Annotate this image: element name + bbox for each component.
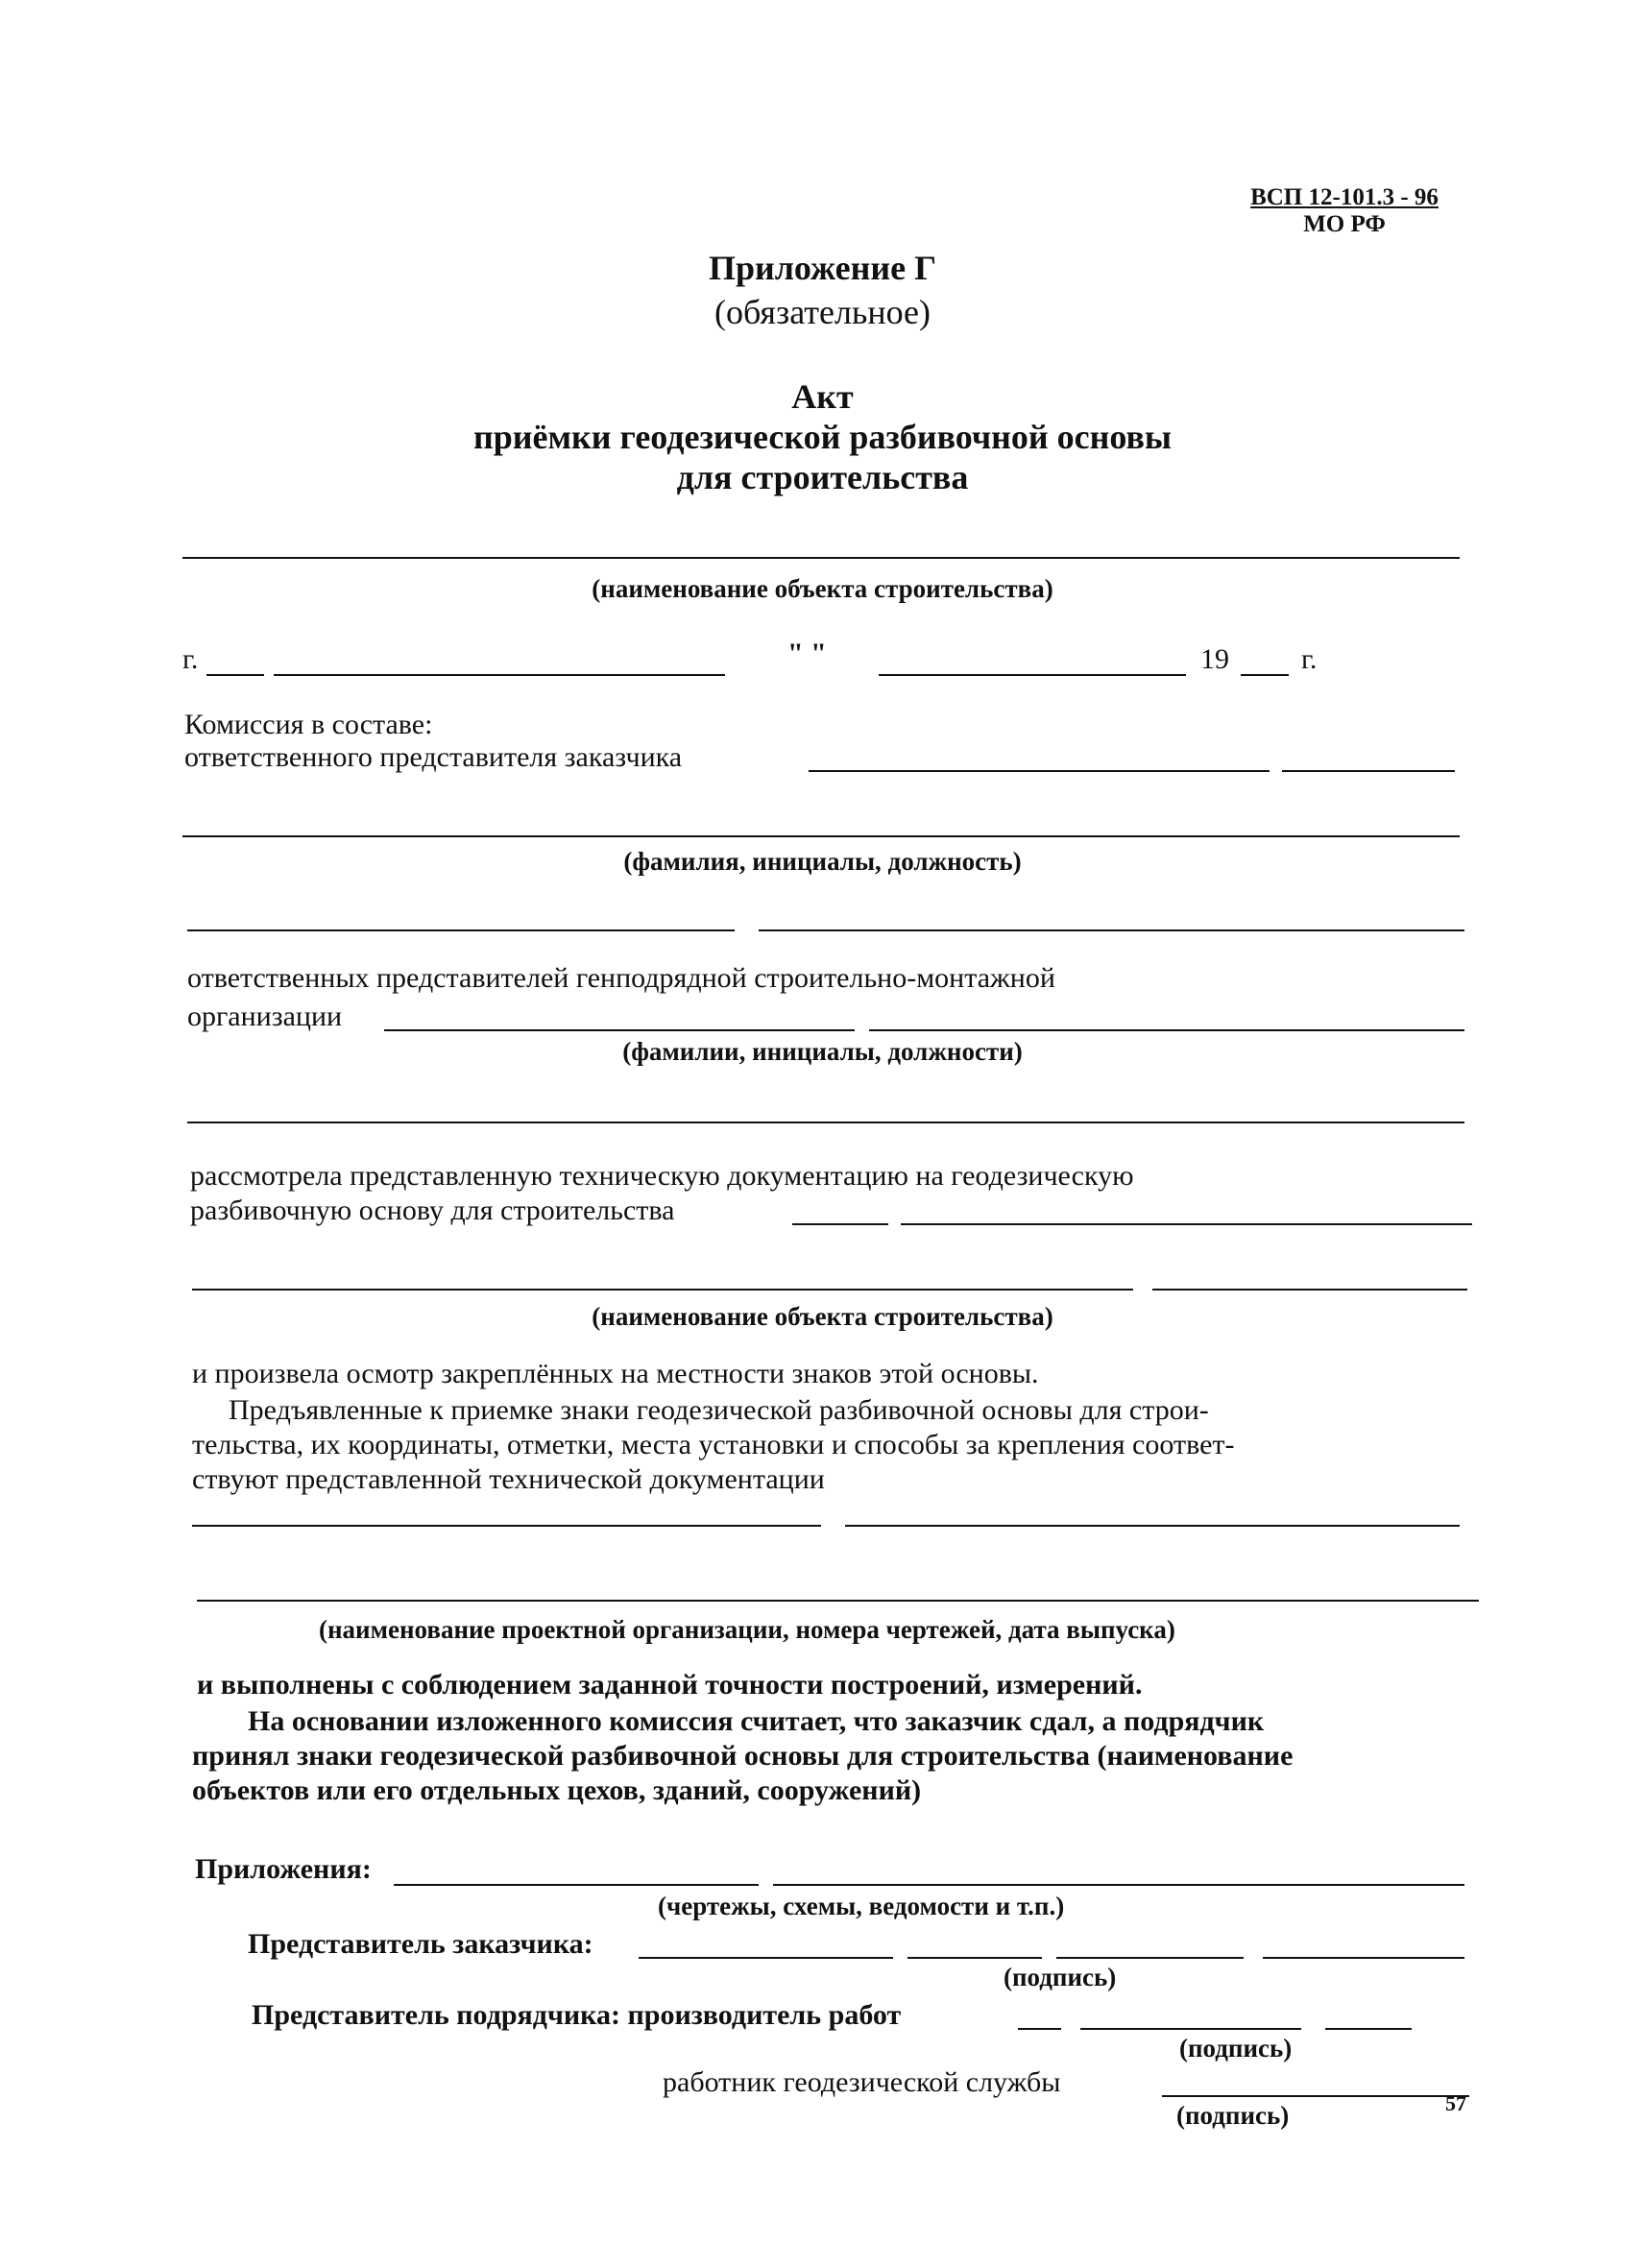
para1-line3: ствуют представленной технической документации [192, 1463, 825, 1495]
customer-rep-blank-5[interactable] [759, 929, 1464, 931]
customer-signature-blank-3[interactable] [1056, 1957, 1244, 1959]
city-prefix: г. [182, 643, 199, 675]
reviewed-line2: разбивочную основу для строительства [190, 1194, 675, 1226]
contractor-label-line2: организации [187, 1001, 343, 1032]
reviewed-line1: рассмотрела представленную техническую документацию на геодезическую [190, 1160, 1134, 1192]
date-quotes: " " [787, 638, 827, 669]
year-blank[interactable] [1241, 674, 1289, 676]
para2-line2: принял знаки геодезической разбивочной основы для строительства (наименование [192, 1740, 1294, 1772]
contractor-fio-caption: (фамилии, инициалы, должности) [622, 1037, 1023, 1066]
contractor-blank-1[interactable] [384, 1029, 855, 1031]
date-blank[interactable] [879, 674, 1186, 676]
reviewed-blank-2[interactable] [901, 1223, 1472, 1225]
para2-line1: На основании изложенного комиссия считает, что заказчик сдал, а подрядчик [248, 1705, 1265, 1737]
appendices-label: Приложения: [195, 1853, 372, 1885]
customer-signature-blank-4[interactable] [1263, 1957, 1464, 1959]
geodesist-signature-label: работник геодезической службы [663, 2066, 1061, 2098]
customer-signature-caption: (подпись) [1004, 1963, 1117, 1991]
contractor-label-line1: ответственных представителей генподрядной строительно-монтажной [187, 962, 1055, 994]
project-blank-2[interactable] [845, 1525, 1460, 1527]
contractor-blank-3[interactable] [187, 1122, 1464, 1123]
object-name-blank[interactable] [182, 557, 1460, 559]
act-subtitle-line2: для строительства [676, 458, 969, 496]
customer-signature-blank-2[interactable] [907, 1957, 1042, 1959]
customer-signature-blank-1[interactable] [639, 1957, 893, 1959]
page-number: 57 [1445, 2091, 1466, 2115]
act-subtitle-line1: приёмки геодезической разбивочной основы [472, 418, 1173, 456]
customer-rep-blank-1[interactable] [809, 770, 1270, 772]
contractor-blank-2[interactable] [869, 1029, 1464, 1031]
object-name-caption-2: (наименование объекта строительства) [592, 1302, 1053, 1331]
project-blank-3[interactable] [197, 1600, 1479, 1602]
year-suffix: г. [1301, 643, 1318, 675]
year-prefix: 19 [1200, 643, 1229, 675]
city-blank[interactable] [274, 674, 725, 676]
appendices-blank-2[interactable] [773, 1884, 1464, 1886]
accuracy-text: и выполнены с соблюдением заданной точности построений, измерений. [197, 1669, 1143, 1701]
appendix-status: (обязательное) [714, 293, 931, 331]
geodesist-signature-blank[interactable] [1162, 2095, 1469, 2097]
organization-code: МО РФ [1303, 211, 1386, 237]
para2-line3: объектов или его отдельных цехов, зданий, сооружений) [192, 1774, 922, 1806]
reviewed-blank-1[interactable] [792, 1223, 888, 1225]
customer-rep-blank-4[interactable] [187, 929, 735, 931]
contractor-signature-blank-3[interactable] [1325, 2028, 1412, 2030]
city-blank-short[interactable] [206, 674, 264, 676]
document-code: ВСП 12-101.3 - 96 [1250, 184, 1439, 210]
contractor-signature-blank-2[interactable] [1080, 2028, 1301, 2030]
customer-rep-blank-3[interactable] [182, 835, 1460, 837]
appendix-title: Приложение Г [708, 249, 937, 287]
para1-line2: тельства, их координаты, отметки, места установки и способы за крепления соответ- [192, 1429, 1235, 1460]
reviewed-blank-4[interactable] [1152, 1289, 1467, 1291]
project-blank-1[interactable] [192, 1525, 821, 1527]
para1-line1: Предъявленные к приемке знаки геодезической разбивочной основы для строи- [229, 1394, 1209, 1426]
customer-rep-label: ответственного представителя заказчика [184, 741, 683, 773]
customer-rep-blank-2[interactable] [1282, 770, 1455, 772]
reviewed-blank-3[interactable] [192, 1289, 1133, 1291]
commission-label: Комиссия в составе: [184, 709, 433, 740]
contractor-signature-caption: (подпись) [1179, 2034, 1293, 2063]
contractor-signature-blank-1[interactable] [1018, 2028, 1061, 2030]
customer-fio-caption: (фамилия, инициалы, должность) [623, 847, 1022, 876]
contractor-signature-label: Представитель подрядчика: производитель работ [252, 1999, 902, 2031]
customer-signature-label: Представитель заказчика: [248, 1928, 593, 1960]
project-org-caption: (наименование проектной организации, номера чертежей, дата выпуска) [319, 1615, 1175, 1644]
inspected-text: и произвела осмотр закреплённых на местности знаков этой основы. [192, 1358, 1039, 1389]
appendices-blank-1[interactable] [394, 1884, 759, 1886]
geodesist-signature-caption: (подпись) [1176, 2101, 1290, 2130]
object-name-caption: (наименование объекта строительства) [592, 574, 1053, 603]
appendices-caption: (чертежы, схемы, ведомости и т.п.) [658, 1892, 1065, 1920]
act-title: Акт [791, 377, 854, 416]
